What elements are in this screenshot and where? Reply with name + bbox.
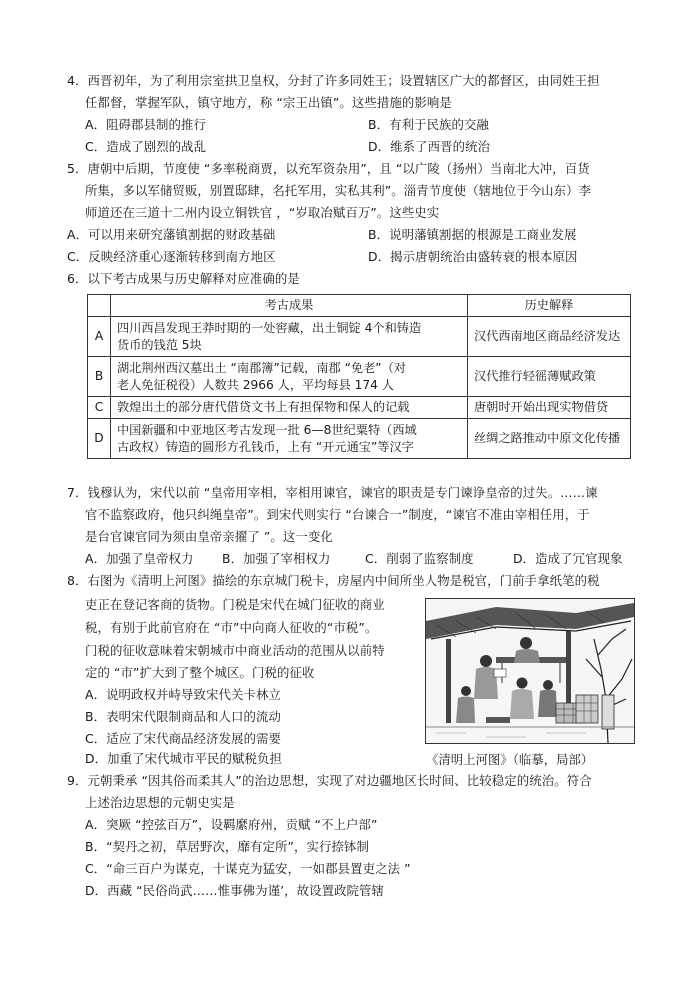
row-finding: 中国新疆和中亚地区考古发现一批 6—8世纪粟特（西域: [117, 422, 417, 437]
painting-caption: 《清明上河图》（临摹，局部）: [426, 752, 594, 767]
q7-option-c: C．削弱了监察制度: [365, 551, 474, 566]
q5-stem-line1: 5．唐朝中后期，节度使 “多率税商贾，以充军资杂用”，且 “以广陵（扬州）当南北大冲，百货: [67, 161, 590, 176]
row-finding: 货币的钱范 5块: [117, 337, 202, 352]
table-header-interpretation: 历史解释: [468, 295, 631, 317]
q4-stem-line2: 任都督，掌握军队，镇守地方，称 “宗王出镇”。这些措施的影响是: [85, 95, 452, 110]
table-row: [88, 317, 631, 357]
q4-option-d: D．维系了西晋的统治: [368, 139, 491, 154]
q7-option-b: B．加强了宰相权力: [222, 551, 331, 566]
row-interpretation: 丝绸之路推动中原文化传播: [468, 419, 631, 459]
q8-option-a: A．说明政权并峙导致宋代关卡林立: [85, 687, 281, 702]
q9-option-d: D．西藏 “民俗尚武……惟事佛为谨’，故设置政院管辖: [85, 883, 385, 898]
q4-option-c: C．造成了剧烈的战乱: [85, 139, 207, 154]
row-letter: B: [88, 357, 111, 397]
row-interpretation: 汉代推行轻徭薄赋政策: [468, 357, 631, 397]
q6-table: [87, 294, 631, 459]
row-letter: D: [88, 419, 111, 459]
q5-stem-line2: 所集，多以军储贸贩，别置邸肆，名托军用，实私其利”。淄青节度使（辖地位于今山东）李: [85, 183, 592, 198]
q5-option-a: A．可以用来研究藩镇割据的财政基础: [67, 227, 276, 242]
q4-option-a: A．阻碍郡县制的推行: [85, 117, 206, 132]
q4-option-b: B．有利于民族的交融: [368, 117, 490, 132]
q8-stem-line1: 8．右图为《清明上河图》描绘的东京城门税卡，房屋内中间所坐人物是税官，门前手拿纸笔的税: [67, 573, 600, 588]
city-gate-tax-scene-image: [426, 599, 634, 743]
row-finding: 老人免征税役）人数共 2966 人，平均每县 174 人: [117, 377, 394, 392]
row-interpretation: 汉代西南地区商品经济发达: [468, 317, 631, 357]
q6-stem: 6．以下考古成果与历史解释对应准确的是: [67, 271, 300, 286]
row-interpretation: 唐朝时开始出现实物借贷: [468, 397, 631, 419]
row-letter: C: [88, 397, 111, 419]
q5-stem-line3: 师道还在三道十二州内设立铜铁官 ，“岁取冶赋百万”。这些史实: [85, 205, 440, 220]
q4-stem-line1: 4．西晋初年，为了利用宗室拱卫皇权，分封了许多同姓王；设置辖区广大的都督区，由同姓王担: [67, 73, 600, 88]
table-header-row: [88, 295, 631, 317]
q8-option-b: B．表明宋代限制商品和人口的流动: [85, 709, 281, 724]
q8-stem-line4: 门税的征收意味着宋朝城市中商业活动的范围从以前特: [85, 643, 385, 658]
table-row: [88, 419, 631, 459]
q9-stem-line1: 9．元朝秉承 “因其俗而柔其人”的治边思想，实现了对边疆地区长时间、比较稳定的统治。符合: [67, 773, 592, 788]
q8-option-d: D．加重了宋代城市平民的赋税负担: [85, 751, 283, 766]
row-finding: 敦煌出土的部分唐代借贷文书上有担保物和保人的记载: [117, 400, 410, 414]
q7-option-d: D．造成了冗官现象: [513, 551, 623, 566]
table-row: [88, 357, 631, 397]
q7-stem-line1: 7．钱穆认为，宋代以前 “皇帝用宰相，宰相用谏官，谏官的职责是专门谏诤皇帝的过失。……谏: [67, 485, 598, 500]
q7-stem-line2: 官不监察政府，他只纠绳皇帝”。到宋代则实行 “台谏合一”制度，“谏官不准由宰相任用，于: [85, 507, 590, 522]
q8-stem-line2: 吏正在登记客商的货物。门税是宋代在城门征收的商业: [85, 597, 385, 612]
row-letter: A: [88, 317, 111, 357]
q5-option-c: C．反映经济重心逐渐转移到南方地区: [67, 249, 276, 264]
q7-option-a: A．加强了皇帝权力: [85, 551, 194, 566]
q5-option-d: D．揭示唐朝统治由盛转衰的根本原因: [368, 249, 578, 264]
painting-illustration: [425, 598, 635, 744]
q5-option-b: B．说明藩镇割据的根源是工商业发展: [368, 227, 577, 242]
q8-stem-line3: 税，有别于此前官府在 “市”中向商人征收的“市税”。: [85, 620, 378, 635]
q9-option-c: C．“命三百户为谋克，十谋克为猛安，一如郡县置吏之法 ”: [85, 861, 411, 876]
q8-option-c: C．适应了宋代商品经济发展的需要: [85, 731, 282, 746]
row-finding: 湖北荆州西汉墓出土 “南郡簿”记载，南郡 “免老”（对: [117, 360, 406, 375]
table-row: [88, 397, 631, 419]
table-header-finding: 考古成果: [111, 295, 468, 317]
row-finding: 四川西昌发现王莽时期的一处窖藏，出土铜锭 4个和铸造: [117, 320, 422, 335]
q9-option-a: A．突厥 “控弦百万”，设羁縻府州，贡赋 “不上户部”: [85, 817, 378, 832]
q9-stem-line2: 上述治边思想的元朝史实是: [85, 795, 235, 810]
q7-stem-line3: 是台官谏官同为须由皇帝亲擢了 ”。这一变化: [85, 529, 333, 544]
q9-option-b: B．“契丹之初，草居野次，靡有定所”，实行捺钵制: [85, 839, 369, 854]
row-finding: 古政权）铸造的圆形方孔钱币，上有 “开元通宝”等汉字: [117, 439, 414, 454]
q8-stem-line5: 定的 “市”扩大到了整个城区。门税的征收: [85, 665, 315, 680]
